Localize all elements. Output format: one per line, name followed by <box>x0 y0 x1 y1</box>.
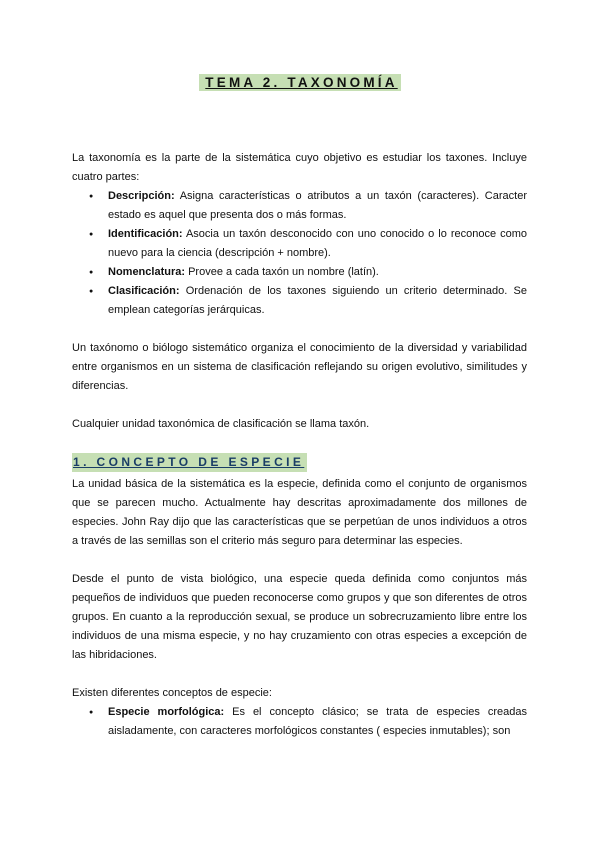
document-title: TEMA 2. TAXONOMÍA <box>0 74 600 92</box>
section-1 <box>72 453 527 551</box>
list-item: ● Nomenclatura: Provee a cada taxón un nombre (latín). <box>108 263 527 282</box>
paragraph-2: Un taxónomo o biólogo sistemático organiza el conocimiento de la diversidad y variabilidad entre organismos en un sistema de clasificación reflejando su origen evolutivo, similitudes y diferencias. <box>72 342 527 392</box>
section-heading: 1. CONCEPTO DE ESPECIE <box>72 453 307 472</box>
concepts-list <box>72 703 527 741</box>
section-paragraph-2: Desde el punto de vista biológico, una especie queda definida como conjuntos más pequeños de individuos que pueden reconocerse como grupos y que son diferentes de otros grupos. En cuanto a la reproducción sexual, se produce un sobrecruzamiento libre entre los individuos de una misma especie, y no hay cruzamiento con otras especies a excepción de las hibridaciones. <box>72 573 527 661</box>
intro-block <box>72 149 527 320</box>
list-item: ● Identificación: Asocia un taxón desconocido con uno conocido o lo reconoce como nuevo para la ciencia (descripción + nombre). <box>108 225 527 263</box>
paragraph-3: Cualquier unidad taxonómica de clasificación se llama taxón. <box>72 418 370 430</box>
parts-list <box>72 187 527 320</box>
section-paragraph-1: La unidad básica de la sistemática es la especie, definida como el conjunto de organismos que se parecen mucho. Actualmente hay descritas aproximadamente dos millones de especies. John Ray dijo que las características que se perpetúan de unos individuos a otros a través de las semillas son el criterio más seguro para determinar las especies. <box>72 478 527 547</box>
section-paragraph-3: Existen diferentes conceptos de especie: ● Especie morfológica: Es el concepto clásico; se trata de especies creadas aisladamente, con caracteres morfológicos constantes ( especies inmutables); son <box>72 684 527 741</box>
list-item: ● Clasificación: Ordenación de los taxones siguiendo un criterio determinado. Se emplean categorías jerárquicas. <box>108 282 527 320</box>
intro-paragraph: La taxonomía es la parte de la sistemática cuyo objetivo es estudiar los taxones. Incluye cuatro partes: <box>72 152 527 183</box>
list-item: ● Descripción: Asigna características o atributos a un taxón (caracteres). Caracter estado es aquel que presenta dos o más formas. <box>108 187 527 225</box>
list-item: ● Especie morfológica: Es el concepto clásico; se trata de especies creadas aisladamente, con caracteres morfológicos constantes ( especies inmutables); son <box>108 703 527 741</box>
